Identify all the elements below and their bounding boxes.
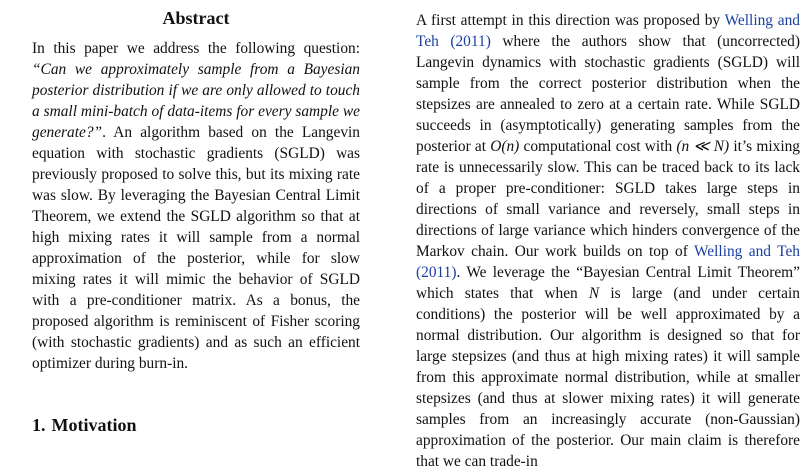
section-number: 1. bbox=[32, 415, 46, 435]
body-column bbox=[416, 10, 800, 470]
abstract-column bbox=[32, 0, 360, 435]
abstract-rest: . An algorithm based on the Langevin equation with stochastic gradients (SGLD) was previously proposed to solve this, but its mixing rate was slow. By leveraging the Bayesian Central Limit Theorem, we extend the SGLD algorithm so that at high mixing rates it will sample from a normal approximation of the posterior, while for slow mixing rates it will mimic the behavior of SGLD with a pre-conditioner matrix. As a bonus, the proposed algorithm is reminiscent of Fisher scoring (with stochastic gradients) and as such an efficient optimizer during burn-in. bbox=[32, 124, 360, 372]
body-text-3: computational cost with bbox=[519, 138, 677, 155]
body-text-6: is large (and under certain conditions) the posterior will be well approximated by a normal distribution. Our algorithm is designed so that for large stepsizes (and thus at high mixing rates) it will sample from this approximate normal distribution, while at smaller stepsizes (and thus at slower mixing rates) it will generate samples from an increasingly accurate (non-Gaussian) approximation of the posterior. Our main claim is therefore that we can trade-in bbox=[416, 285, 800, 470]
abstract-text bbox=[32, 38, 360, 374]
body-text-1: A first attempt in this direction was proposed by bbox=[416, 12, 725, 29]
citation-link-2[interactable]: Welling and Teh (2011) bbox=[416, 243, 800, 281]
math-n-ll-N: (n ≪ N) bbox=[676, 138, 730, 155]
citation-link-1[interactable]: Welling and Teh (2011) bbox=[416, 12, 800, 50]
abstract-question: “Can we approximately sample from a Bayesian posterior distribution if we are only allowed to touch a small mini-batch of data-items for every sample we generate?” bbox=[32, 61, 360, 141]
abstract-title: Abstract bbox=[162, 8, 230, 28]
body-paragraph bbox=[416, 10, 800, 472]
math-N: N bbox=[588, 285, 600, 302]
abstract-intro: In this paper we address the following question: bbox=[32, 40, 360, 57]
body-text-2: where the authors show that (uncorrected) Langevin dynamics with stochastic gradients (SGLD) will sample from the correct posterior distribution when the stepsizes are annealed to zero at a certain rate. While SGLD succeeds in (asymptotically) generating samples from the posterior at bbox=[416, 33, 800, 155]
math-complexity: O(n) bbox=[490, 138, 520, 155]
body-text-5: . We leverage the “Bayesian Central Limit Theorem” which states that when bbox=[416, 264, 800, 302]
section-heading bbox=[32, 413, 137, 437]
body-text-4: it’s mixing rate is unnecessarily slow. This can be traced back to its lack of a proper pre-conditioner: SGLD takes large steps in directions of small variance and reversely, small steps in directions of large variance which hinders convergence of the Markov chain. Our work builds on top of bbox=[416, 138, 800, 260]
section-title: Motivation bbox=[51, 415, 137, 435]
